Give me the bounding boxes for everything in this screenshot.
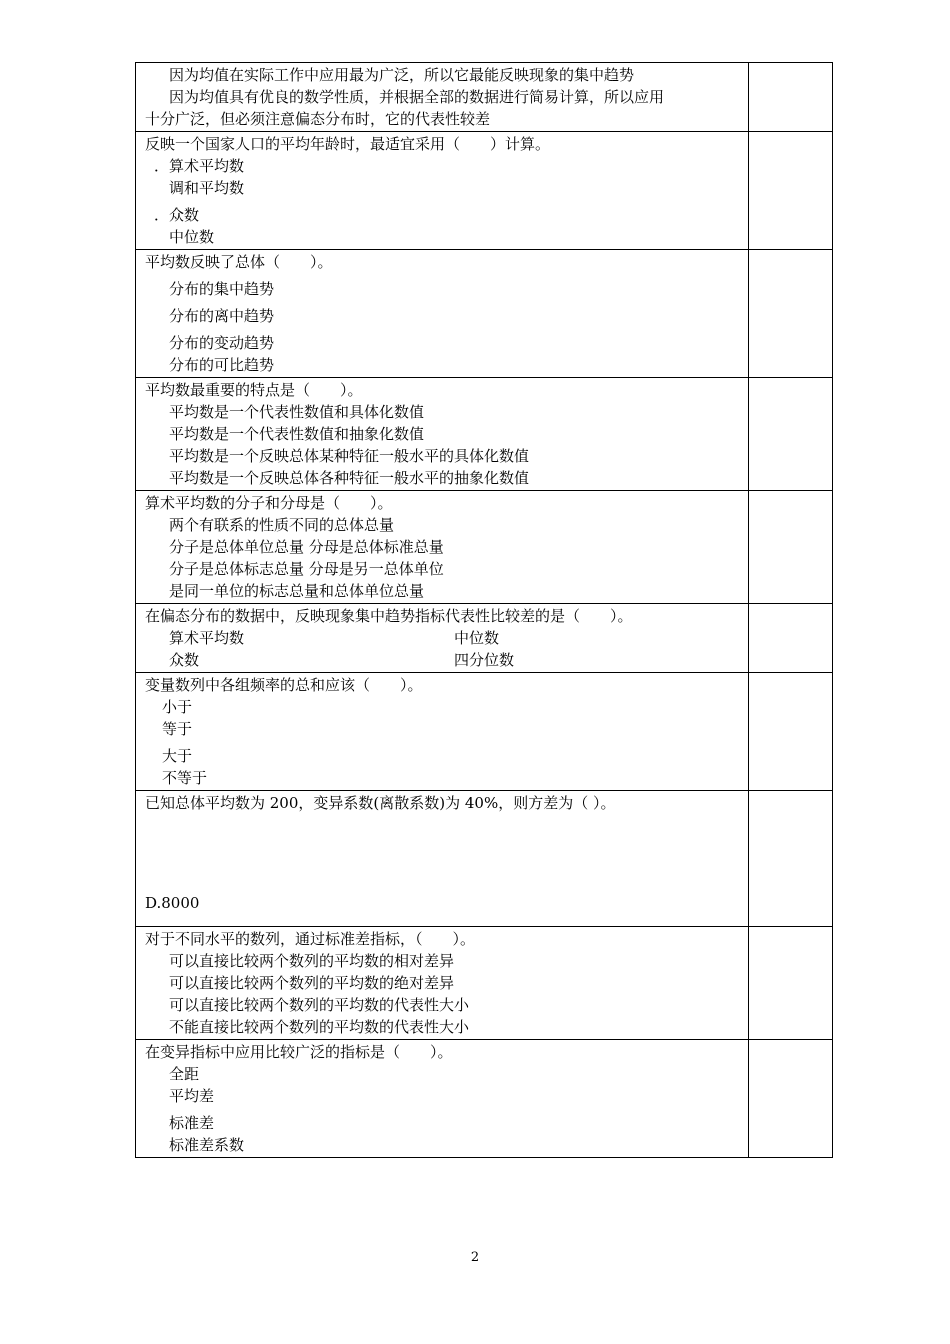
answer-cell[interactable] <box>749 927 833 1040</box>
option-text: 中位数 <box>454 629 500 647</box>
option-text: 平均差 <box>169 1087 215 1105</box>
option-text: 两个有联系的性质不同的总体总量 <box>169 516 395 534</box>
option-text: 不能直接比较两个数列的平均数的代表性大小 <box>169 1018 470 1036</box>
option-text: 平均数是一个代表性数值和具体化数值 <box>169 403 425 421</box>
option-text: 众数 <box>169 651 200 669</box>
option-text: 平均数是一个反映总体某种特征一般水平的具体化数值 <box>169 447 530 465</box>
option-text: ．算术平均数 <box>154 157 245 175</box>
table-row <box>136 927 833 1040</box>
table-row <box>136 250 833 378</box>
option-text: 可以直接比较两个数列的平均数的相对差异 <box>169 952 455 970</box>
table-row <box>136 791 833 927</box>
option-text: 平均数是一个反映总体各种特征一般水平的抽象化数值 <box>169 469 530 487</box>
option-text: 分子是总体单位总量 分母是总体标准总量 <box>169 538 444 556</box>
question-cell <box>136 673 749 791</box>
option-text: 全距 <box>169 1065 200 1083</box>
table-row <box>136 673 833 791</box>
question-cell <box>136 791 749 927</box>
answer-cell[interactable] <box>749 63 833 132</box>
table-row <box>136 604 833 673</box>
option-text: 分布的集中趋势 <box>169 280 275 298</box>
answer-cell[interactable] <box>749 250 833 378</box>
table-row <box>136 132 833 250</box>
table-row <box>136 491 833 604</box>
question-cell <box>136 604 749 673</box>
option-text: 小于 <box>162 698 193 716</box>
question-cell <box>136 250 749 378</box>
option-pair <box>145 627 742 649</box>
answer-cell[interactable] <box>749 132 833 250</box>
option-text: 平均数是一个代表性数值和抽象化数值 <box>169 425 425 443</box>
question-cell <box>136 491 749 604</box>
question-cell <box>136 63 749 132</box>
question-cell <box>136 927 749 1040</box>
page-number: 2 <box>470 1250 480 1265</box>
question-text: 在偏态分布的数据中，反映现象集中趋势指标代表性比较差的是（ ）。 <box>145 607 633 625</box>
option-text: 等于 <box>162 720 193 738</box>
question-text: 算术平均数的分子和分母是（ ）。 <box>145 494 393 512</box>
table-row <box>136 378 833 491</box>
question-text: 反映一个国家人口的平均年龄时，最适宜采用（ ）计算。 <box>145 135 551 153</box>
answer-cell[interactable] <box>749 604 833 673</box>
option-text: 因为均值在实际工作中应用最为广泛，所以它最能反映现象的集中趋势 <box>169 66 635 84</box>
option-text: D.8000 <box>145 894 200 912</box>
question-text: 平均数反映了总体（ ）。 <box>145 253 333 271</box>
question-table <box>135 62 833 1158</box>
option-text: 分布的可比趋势 <box>169 356 275 374</box>
option-text: 是同一单位的标志总量和总体单位总量 <box>169 582 425 600</box>
question-text: 变量数列中各组频率的总和应该（ ）。 <box>145 676 423 694</box>
blank-space <box>145 814 742 892</box>
question-text: 平均数最重要的特点是（ ）。 <box>145 381 363 399</box>
answer-cell[interactable] <box>749 378 833 491</box>
option-text: 分布的变动趋势 <box>169 334 275 352</box>
option-text: 分布的离中趋势 <box>169 307 275 325</box>
option-text: 调和平均数 <box>169 179 245 197</box>
option-pair <box>145 649 742 671</box>
question-text: 已知总体平均数为 200，变异系数(离散系数)为 40%，则方差为（ ）。 <box>145 794 616 812</box>
option-text: ．众数 <box>154 206 200 224</box>
option-text: 算术平均数 <box>169 629 245 647</box>
table-row <box>136 1040 833 1158</box>
answer-cell[interactable] <box>749 491 833 604</box>
option-text: 标准差 <box>169 1114 215 1132</box>
option-text: 标准差系数 <box>169 1136 245 1154</box>
option-text: 四分位数 <box>454 651 515 669</box>
table-row <box>136 63 833 132</box>
option-text: 不等于 <box>162 769 208 787</box>
answer-cell[interactable] <box>749 791 833 927</box>
option-text: 因为均值具有优良的数学性质，并根据全部的数据进行简易计算，所以应用 <box>169 88 665 106</box>
option-text: 分子是总体标志总量 分母是另一总体单位 <box>169 560 444 578</box>
option-text: 十分广泛，但必须注意偏态分布时，它的代表性较差 <box>145 110 491 128</box>
question-cell <box>136 132 749 250</box>
question-cell <box>136 1040 749 1158</box>
answer-cell[interactable] <box>749 673 833 791</box>
question-text: 在变异指标中应用比较广泛的指标是（ ）。 <box>145 1043 453 1061</box>
question-text: 对于不同水平的数列，通过标准差指标，（ ）。 <box>145 930 476 948</box>
option-text: 可以直接比较两个数列的平均数的绝对差异 <box>169 974 455 992</box>
option-text: 大于 <box>162 747 193 765</box>
option-text: 中位数 <box>169 228 215 246</box>
answer-cell[interactable] <box>749 1040 833 1158</box>
question-cell <box>136 378 749 491</box>
option-text: 可以直接比较两个数列的平均数的代表性大小 <box>169 996 470 1014</box>
